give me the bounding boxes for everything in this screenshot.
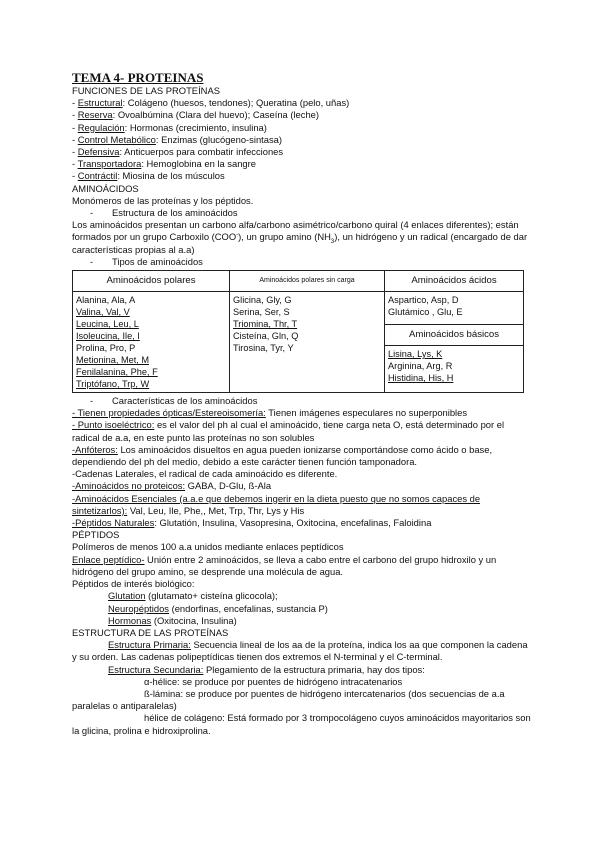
- header-basicos: Aminoácidos básicos: [385, 325, 524, 346]
- helice-colageno: hélice de colágeno: Está formado por 3 trompocolágeno cuyos aminoácidos mayoritarios son la glicina, prolina e hidroxiprolina.: [72, 712, 531, 736]
- peptidos-definition: Polímeros de menos 100 a.a unidos mediante enlaces peptídicos: [72, 541, 344, 553]
- funcion-item: - Defensiva: Anticuerpos para combatir infecciones: [72, 146, 284, 158]
- document-page: [72, 70, 532, 737]
- aminoacidos-intro: Monómeros de las proteínas y los péptidos.: [72, 194, 254, 206]
- estructura-primaria: Estructura Primaria: Secuencia lineal de los aa de la proteína, indica los aa que componen la cadena y su orden. Las cadenas polipeptídicas tienen dos extremos el N-terminal y el C-terminal.: [72, 639, 528, 663]
- list-item: Alanina, Ala, A: [76, 295, 136, 306]
- beta-lamina: ß-lámina: se produce por puentes de hidrógeno intercatenarios (dos secuencias de a.a paralelas o antiparalelas): [72, 687, 505, 712]
- aminoacidos-heading: AMINOÁCIDOS: [72, 182, 139, 194]
- list-item: Metionina, Met, M: [76, 355, 150, 366]
- caracteristica-item: - Tienen propiedades ópticas/Estereoisomería: Tienen imágenes especulares no superponibles: [72, 407, 468, 419]
- caracteristica-item: -Aminoácidos Esenciales (a.a.e que debemos ingerir en la dieta puesto que no somos capaces de sintetizarlos): Val, Leu, Ile, Phe,, Met, Trp, Thr, Lys y His: [72, 492, 481, 516]
- estructura-paragraph: Los aminoácidos presentan un carbono alfa/carbono asimétrico/carbono quiral (4 enlaces diferentes); están formados por un grupo Carboxilo (COO-), un grupo amino $(NH_3)$, un hidrógeno y un radical (encargado de dar características propias al a.a): [72, 219, 528, 255]
- estructura-secundaria: Estructura Secundaria: Plegamiento de la estructura primaria, hay dos tipos:: [108, 663, 425, 675]
- funcion-item: - Contráctil: Miosina de los músculos: [72, 170, 225, 182]
- caracteristica-item: -Cadenas Laterales, el radical de cada aminoácido es diferente.: [72, 468, 338, 480]
- list-item: Glicina, Gly, G: [233, 295, 292, 306]
- list-item: Serina, Ser, S: [233, 307, 290, 318]
- caracteristica-item: - Punto isoeléctrico: es el valor del ph al cual el aminoácido, tiene carga neta O, está determinado por el radical de a.a, en este punto las proteínas no son solubles: [72, 419, 505, 443]
- list-item: Tirosina, Tyr, Y: [233, 343, 294, 354]
- list-item: Valina, Val, V: [76, 307, 130, 318]
- polares-cell: [73, 292, 230, 393]
- funciones-list: [72, 97, 532, 182]
- caracteristicas-list: [72, 407, 532, 529]
- caracteristica-item: -Anfóteros: Los aminoácidos disueltos en agua pueden ionizarse comportándose como ácido o base, dependiendo del ph del medio, debido a este carácter tienen función tamponadora.: [72, 443, 493, 468]
- list-item: Triomina, Thr, T: [233, 319, 298, 330]
- list-item: Triptófano, Trp, W: [76, 379, 150, 390]
- funcion-item: - Reserva: Ovoalbúmina (Clara del huevo); Caseína (leche): [72, 109, 320, 121]
- header-acidos: Aminoácidos ácidos: [385, 271, 524, 292]
- header-polares-sin-carga: Aminoácidos polares sin carga: [230, 271, 385, 292]
- caracteristica-item: -Aminoácidos no proteicos: GABA, D-Glu, ß-Ala: [72, 480, 272, 492]
- acidos-cell: [385, 292, 524, 325]
- estructura-bullet: - Estructura de los aminoácidos: [90, 207, 238, 219]
- enlace-peptidico: Enlace peptídico- Unión entre 2 aminoácidos, se lleva a cabo entre el carbono del grupo hidroxilo y un hidrógeno del grupo amino, se desprende una molécula de agua.: [72, 553, 497, 577]
- funcion-item: - Control Metabólico: Enzimas (glucógeno-sintasa): [72, 133, 283, 145]
- peptido-interes-item: Hormonas (Oxitocina, Insulina): [108, 614, 237, 626]
- peptidos-heading: PÉPTIDOS: [72, 529, 120, 541]
- peptido-interes-item: Neuropéptidos (endorfinas, encefalinas, sustancia P): [108, 602, 328, 614]
- page-title: TEMA 4- PROTEINAS: [72, 70, 204, 85]
- sin-carga-cell: [230, 292, 385, 393]
- list-item: Prolina, Pro, P: [76, 343, 136, 354]
- alfa-helice: α-hélice: se produce por puentes de hidrógeno intracatenarios: [144, 675, 403, 687]
- funcion-item: - Transportadora: Hemoglobina en la sangre: [72, 158, 256, 170]
- list-item: Leucina, Leu, L: [76, 319, 139, 330]
- list-item: Histidina, His, H: [388, 373, 454, 384]
- list-item: Arginina, Arg, R: [388, 361, 453, 372]
- list-item: Fenilalanina, Phe, F: [76, 367, 158, 378]
- list-item: Aspartico, Asp, D: [388, 295, 459, 306]
- basicos-cell: [385, 346, 524, 393]
- funcion-item: - Estructural: Colágeno (huesos, tendones); Queratina (pelo, uñas): [72, 97, 350, 109]
- estructura-proteinas-heading: ESTRUCTURA DE LAS PROTEÍNAS: [72, 626, 229, 638]
- peptido-interes-item: Glutation (glutamato+ cisteína glicocola);: [108, 590, 278, 602]
- list-item: Glutámico , Glu, E: [388, 307, 463, 318]
- tipos-bullet: - Tipos de aminoácidos: [90, 255, 203, 267]
- header-polares: Aminoácidos polares: [73, 271, 230, 292]
- funciones-heading: FUNCIONES DE LAS PROTEÍNAS: [72, 85, 220, 96]
- list-item: Cisteína, Gln, Q: [233, 331, 299, 342]
- funcion-item: - Regulación: Hormonas (crecimiento, insulina): [72, 121, 267, 133]
- list-item: Lisina, Lys, K: [388, 349, 443, 360]
- caracteristicas-bullet: - Características de los aminoácidos: [90, 395, 258, 407]
- aminoacid-types-table: [72, 270, 524, 393]
- list-item: Isoleucina, Ile, I: [76, 331, 140, 342]
- peptidos-interes-heading: Péptidos de interés biológico:: [72, 578, 195, 590]
- caracteristica-item: -Péptidos Naturales: Glutatión, Insulina, Vasopresina, Oxitocina, encefalinas, Faloidina: [72, 517, 432, 529]
